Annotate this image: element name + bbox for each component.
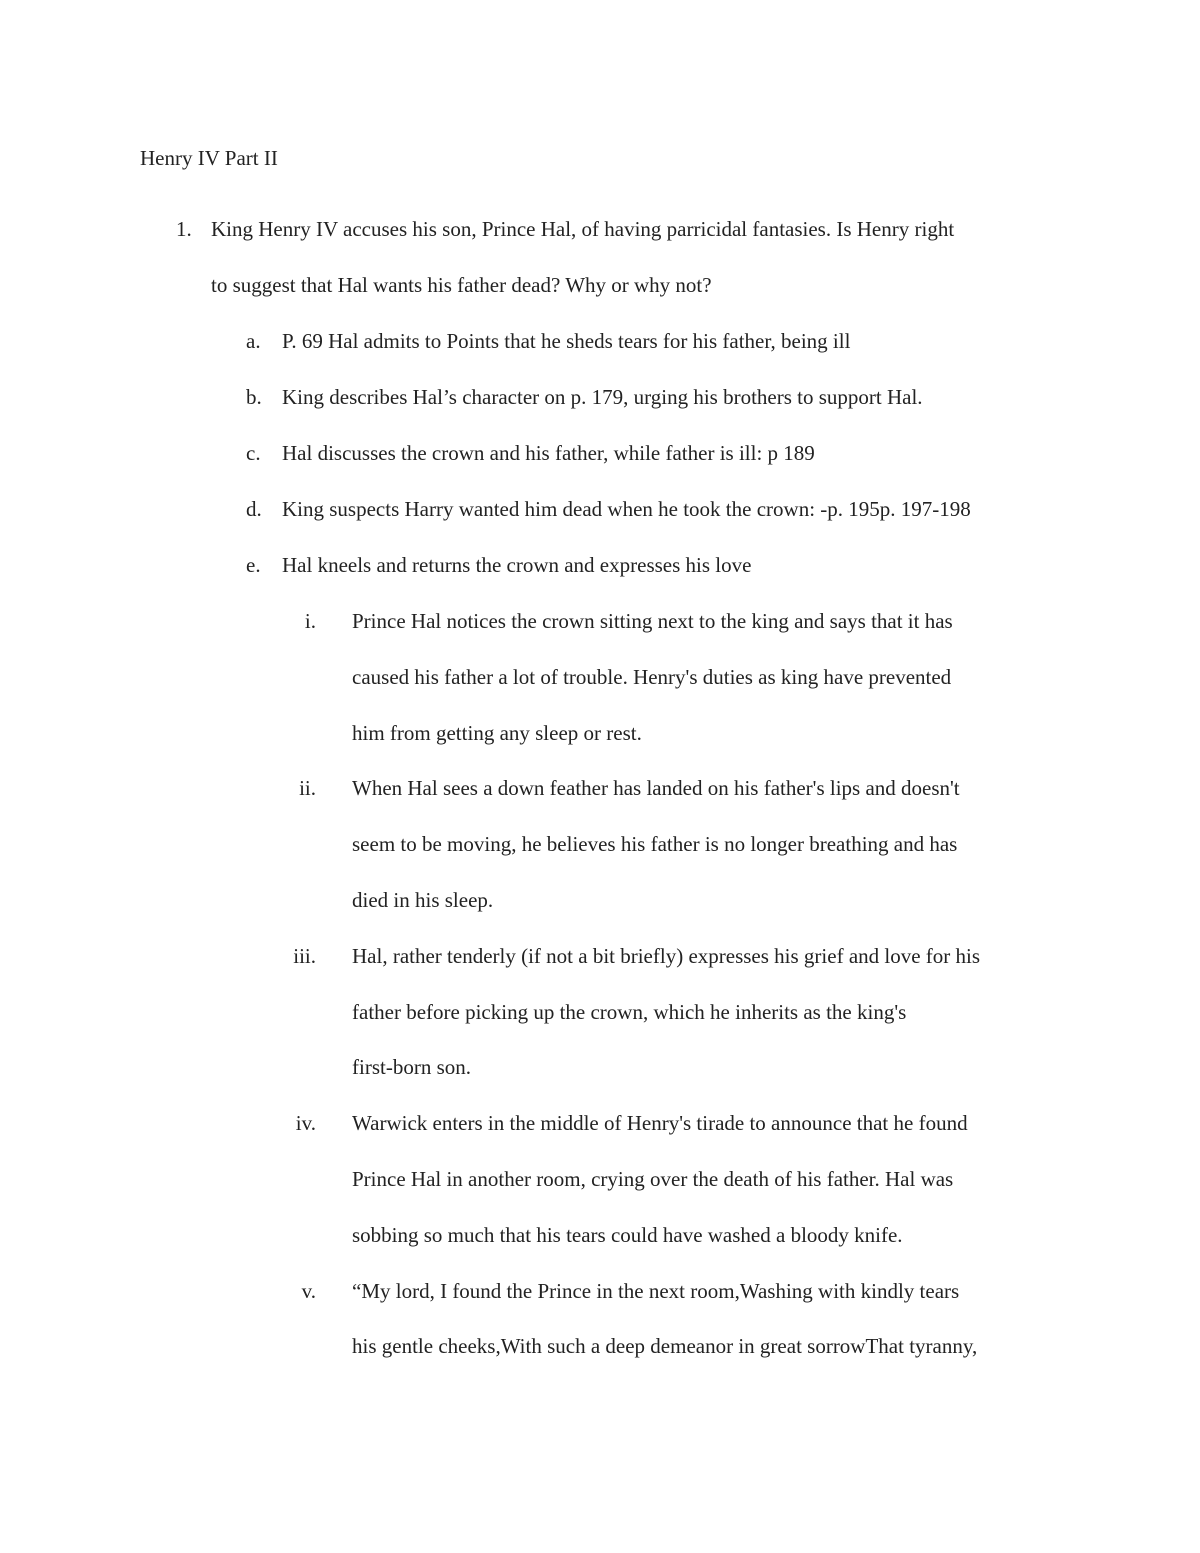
sub-list-item-line: him from getting any sleep or rest. — [352, 720, 642, 745]
list-item-text: Hal kneels and returns the crown and expresses his love — [282, 553, 752, 577]
sub-list-item-line: caused his father a lot of trouble. Henry's duties as king have prevented — [352, 664, 952, 689]
list-marker: i. — [304, 609, 316, 633]
sub-list-item-line: sobbing so much that his tears could have washed a bloody knife. — [352, 1222, 903, 1247]
sub-list-item-line: seem to be moving, he believes his father is no longer breathing and has — [352, 832, 958, 857]
list-marker: ii. — [299, 776, 316, 801]
list-marker: iv. — [295, 1111, 316, 1136]
list-marker: d. — [246, 497, 262, 521]
list-item-text: King suspects Harry wanted him dead when he took the crown: -p. 195p. 197-198 — [282, 497, 971, 521]
list-item-text: Hal discusses the crown and his father, while father is ill: p 189 — [282, 441, 815, 465]
sub-list-item-line: first-born son. — [352, 1055, 471, 1080]
sub-list-item-line: died in his sleep. — [352, 888, 494, 912]
question-line: to suggest that Hal wants his father dead? Why or why not? — [211, 273, 712, 297]
list-item-text: P. 69 Hal admits to Points that he sheds tears for his father, being ill — [282, 329, 851, 353]
sub-list-item-line: Prince Hal in another room, crying over the death of his father. Hal was — [352, 1167, 954, 1191]
document-title: Henry IV Part II — [140, 146, 278, 170]
list-item-text: King describes Hal’s character on p. 179, urging his brothers to support Hal. — [282, 385, 923, 409]
sub-list-item-line: When Hal sees a down feather has landed on his father's lips and doesn't — [352, 776, 960, 801]
sub-list-item-line: his gentle cheeks,With such a deep demeanor in great sorrowThat tyranny, — [352, 1334, 978, 1359]
list-marker: v. — [301, 1278, 316, 1303]
list-marker: e. — [246, 553, 261, 577]
sub-list-item-line: Warwick enters in the middle of Henry's tirade to announce that he found — [352, 1111, 968, 1136]
question-line: King Henry IV accuses his son, Prince Hal, of having parricidal fantasies. Is Henry right — [211, 217, 955, 241]
sub-list-item-line: Hal, rather tenderly (if not a bit briefly) expresses his grief and love for his — [352, 943, 981, 968]
list-marker: 1. — [176, 217, 192, 241]
list-marker: c. — [246, 441, 261, 465]
list-marker: iii. — [293, 943, 316, 968]
sub-list-item-line: “My lord, I found the Prince in the next room,Washing with kindly tears — [352, 1278, 960, 1303]
list-marker: b. — [246, 385, 262, 409]
sub-list-item-line: father before picking up the crown, which he inherits as the king's — [352, 999, 907, 1024]
list-marker: a. — [246, 329, 261, 353]
sub-list-item-line: Prince Hal notices the crown sitting next to the king and says that it has — [352, 609, 953, 633]
